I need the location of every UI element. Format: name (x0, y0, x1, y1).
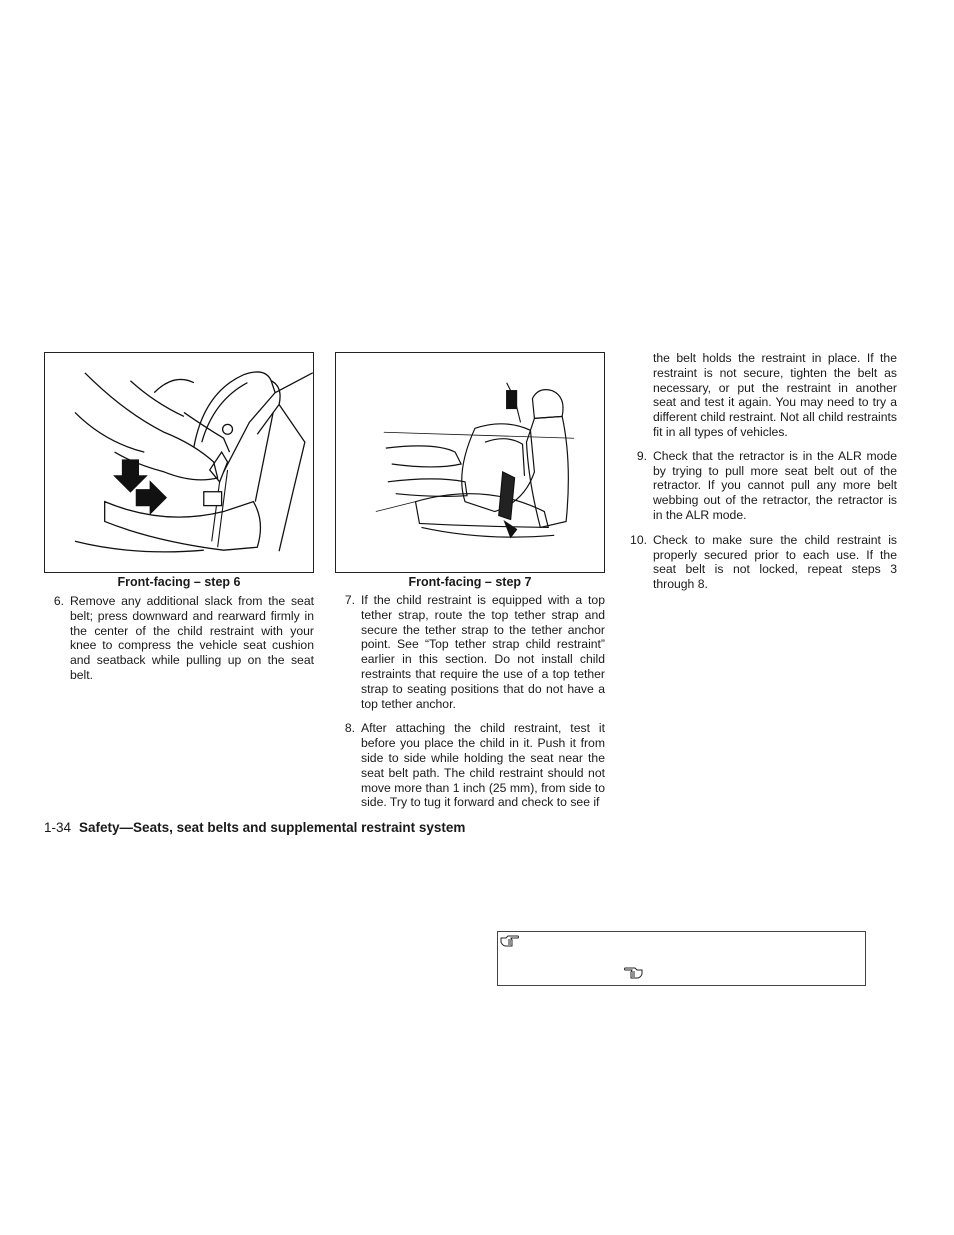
list-item-step-10 (627, 533, 897, 592)
page-number: 1-34 (44, 820, 72, 835)
step-text: Check that the retractor is in the ALR mode by trying to pull more seat belt out of the retractor. If you cannot pull any more belt webbing out of the retractor, the retractor is in the ALR mode. (653, 448, 897, 522)
step-text: After attaching the child restraint, test it before you place the child in it. Push it from side to side while holding the seat near the seat belt path. The child restraint should not move more than 1 inch (25 mm), from side to side. Try to tug it forward and check to see if (361, 721, 605, 810)
step-number: 7. (344, 593, 355, 607)
top-tether-strap-illustration (336, 353, 604, 572)
list-item-step-6 (44, 594, 314, 683)
step-text: If the child restraint is equipped with a top tether strap, route the top tether strap and secure the tether strap to the tether anchor point. See “Top tether strap child restraint” earlier in this section. Do not install child restraints that require the use of a top tether strap to seating positions that do not have a top tether anchor. (361, 593, 605, 711)
step-number: 6. (53, 594, 64, 608)
figure-caption-step-6: Front-facing – step 6 (117, 575, 241, 589)
text-column-left (44, 594, 314, 693)
list-item-step-9 (627, 449, 897, 523)
text-column-middle (335, 593, 605, 820)
child-restraint-knee-press-illustration (45, 353, 313, 572)
list-item-step-8 (335, 721, 605, 810)
step-text: Check to make sure the child restraint is properly secured prior to each use. If the seat belt is not locked, repeat steps 3 through 8. (653, 532, 897, 592)
figure-step-7 (335, 352, 605, 573)
figure-caption-step-7: Front-facing – step 7 (408, 575, 532, 589)
section-title: Safety—Seats, seat belts and supplemental restraint system (79, 820, 466, 835)
list-item-step-7 (335, 593, 605, 711)
step-text: Remove any additional slack from the seat belt; press downward and rearward firmly in the center of the child restraint with your knee to compress the vehicle seat cushion and seatback while pulling up on the seat belt. (70, 594, 314, 682)
figure-step-6 (44, 352, 314, 573)
pointing-hand-left-icon (623, 966, 643, 985)
text-column-right (627, 351, 897, 602)
step-number: 10. (630, 532, 647, 547)
page-footer (44, 820, 465, 835)
pointing-hand-right-icon (500, 934, 520, 953)
step-number: 9. (636, 448, 647, 463)
step-number: 8. (344, 721, 355, 736)
note-box (497, 931, 866, 986)
step-8-continued-text: the belt holds the restraint in place. If the restraint is not secure, tighten the belt as necessary, or put the restraint in another seat and test it again. You may need to try a different child restraint. Not all child restraints fit in all types of vehicles. (653, 351, 897, 439)
